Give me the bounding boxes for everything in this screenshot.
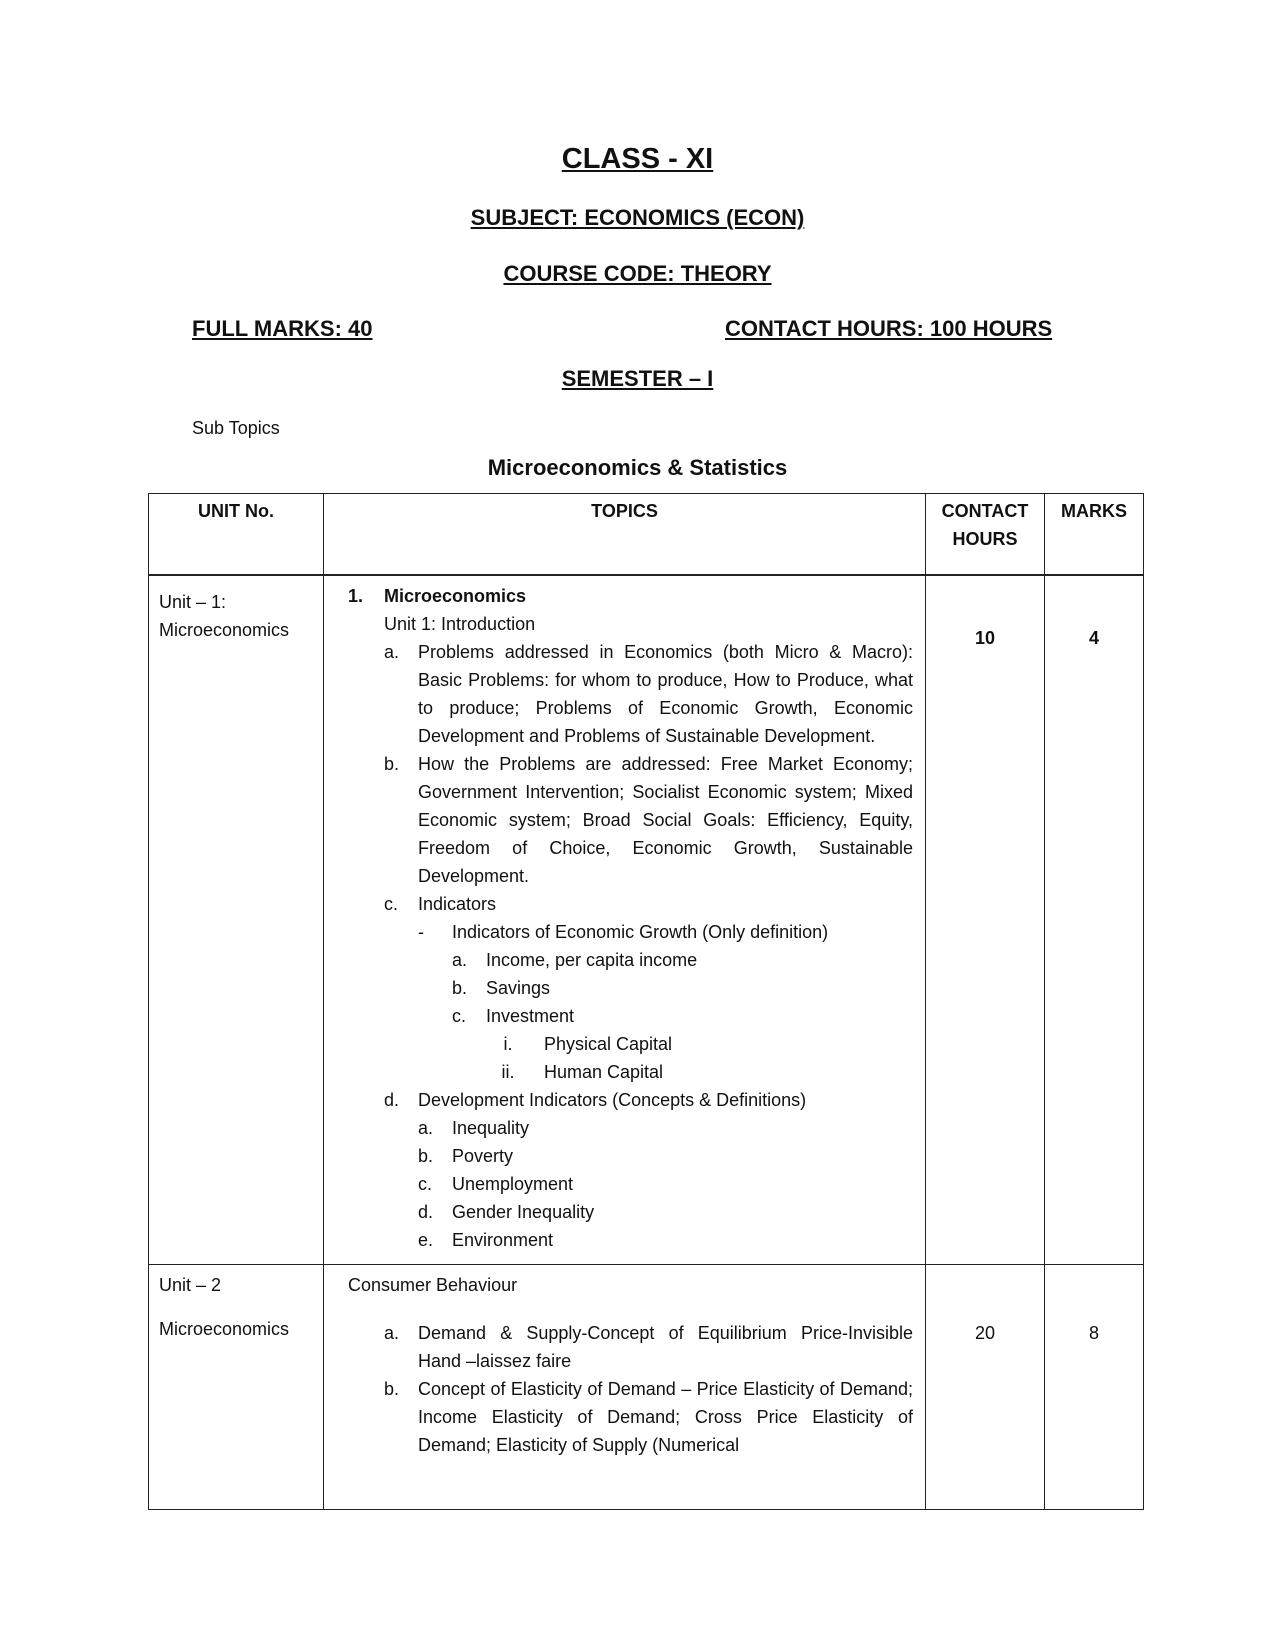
unit-number: Unit – 1: [159,591,227,612]
full-marks-label: FULL MARKS: 40 [192,316,373,341]
topic-title: Consumer Behaviour [348,1274,518,1295]
unit-number: Unit – 2 [159,1274,222,1295]
list-item: ii. Human Capital [501,1061,664,1082]
section-heading: 1. Microeconomics [348,585,527,606]
list-item: b. Poverty [418,1145,514,1166]
semester-heading: SEMESTER – I [561,366,714,391]
subject-heading: SUBJECT: ECONOMICS (ECON) [470,205,805,230]
table-row-unit-1 [149,575,1144,1265]
contact-hours-label: CONTACT HOURS: 100 HOURS [725,316,1053,341]
list-item: b. Savings [452,977,551,998]
list-item: d. Development Indicators (Concepts & Definitions) [384,1089,807,1110]
list-item: a. Inequality [418,1117,530,1138]
marks-value: 4 [1045,575,1144,1265]
column-header-unit: UNIT No. [149,494,324,575]
unit-intro: Unit 1: Introduction [384,613,536,634]
unit-name: Microeconomics [159,1318,290,1339]
contact-hours-value: 10 [926,575,1045,1265]
list-item: b. Concept of Elasticity of Demand – Price Elasticity of Demand; Income Elasticity of Demand; Cross Price Elasticity of Demand; Elasticity of Supply (Numerical [384,1378,913,1455]
contact-hours-value: 20 [926,1264,1045,1509]
list-item: c. Investment [452,1005,575,1026]
syllabus-table [148,493,1144,1510]
table-header-row [149,494,1144,575]
list-item: i. Physical Capital [503,1033,673,1054]
unit-name: Microeconomics [159,619,290,640]
list-item: c. Indicators [384,893,497,914]
class-title: CLASS - XI [561,143,714,175]
unit-cell [149,575,324,1265]
column-header-marks: MARKS [1045,494,1144,575]
topics-cell [324,1264,926,1509]
course-code-heading: COURSE CODE: THEORY [503,261,772,286]
column-header-topics: TOPICS [324,494,926,575]
sub-topics-label: Sub Topics [192,418,280,438]
list-item: a. Income, per capita income [452,949,698,970]
list-item: c. Unemployment [418,1173,574,1194]
list-item: - Indicators of Economic Growth (Only definition) [418,921,829,942]
list-item: d. Gender Inequality [418,1201,595,1222]
marks-value: 8 [1045,1264,1144,1509]
list-item: b. How the Problems are addressed: Free Market Economy; Government Intervention; Socialist Economic system; Mixed Economic system; Broad Social Goals: Efficiency, Equity, Freedom of Choice, Economic Growth, Sustainable Development. [384,753,913,886]
column-header-contact-hours: CONTACT HOURS [926,494,1045,575]
list-item: a. Demand & Supply-Concept of Equilibrium Price-Invisible Hand –laissez faire [384,1322,913,1371]
table-title: Microeconomics & Statistics [487,455,788,480]
list-item: e. Environment [418,1229,554,1250]
unit-cell [149,1264,324,1509]
table-row-unit-2 [149,1264,1144,1509]
topics-cell [324,575,926,1265]
list-item: a. Problems addressed in Economics (both Micro & Macro): Basic Problems: for whom to produce, How to Produce, what to produce; Problems of Economic Growth, Economic Development and Problems of Sustainable Development. [384,641,913,746]
